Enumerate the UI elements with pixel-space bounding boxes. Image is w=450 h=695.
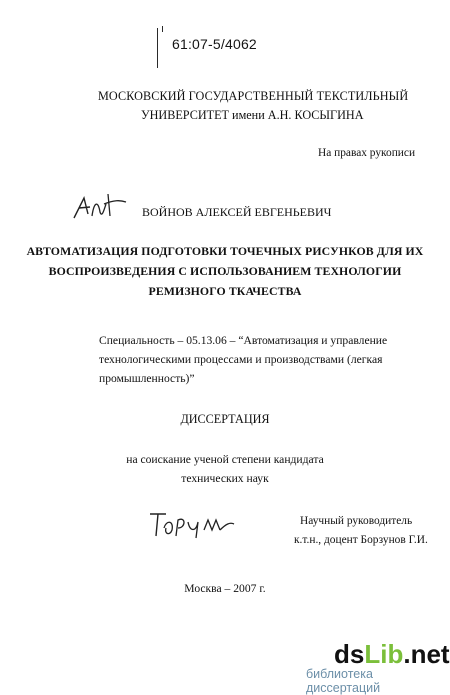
dslib-logo[interactable]: dsLib.net (334, 639, 450, 669)
university-line-1: МОСКОВСКИЙ ГОСУДАРСТВЕННЫЙ ТЕКСТИЛЬНЫЙ (98, 89, 409, 103)
title-line-3: РЕМИЗНОГО ТКАЧЕСТВА (148, 284, 302, 298)
supervisor-name: к.т.н., доцент Борзунов Г.И. (294, 534, 428, 546)
supervisor-signature (146, 506, 236, 542)
supervisor-title: Научный руководитель (300, 515, 413, 527)
specialty-line-3: промышленность)” (99, 372, 195, 385)
dslib-subtitle: библиотека диссертаций (306, 667, 381, 695)
stamp-line (157, 28, 158, 68)
degree-line-2: технических наук (181, 472, 269, 485)
title-line-1: АВТОМАТИЗАЦИЯ ПОДГОТОВКИ ТОЧЕЧНЫХ РИСУНКОВ ДЛЯ ИХ (26, 244, 424, 258)
author-name: ВОЙНОВ АЛЕКСЕЙ ЕВГЕНЬЕВИЧ (142, 205, 332, 219)
document-type: ДИССЕРТАЦИЯ (180, 412, 270, 426)
place-year: Москва – 2007 г. (184, 582, 266, 595)
stamp-tick (162, 26, 163, 32)
specialty-line-1: Специальность – 05.13.06 – “Автоматизация и управление (99, 334, 388, 347)
author-signature (70, 188, 130, 224)
university-line-2: УНИВЕРСИТЕТ имени А.Н. КОСЫГИНА (141, 108, 364, 122)
degree-line-1: на соискание ученой степени кандидата (126, 453, 324, 466)
title-line-2: ВОСПРОИЗВЕДЕНИЯ С ИСПОЛЬЗОВАНИЕМ ТЕХНОЛОГИИ (48, 264, 402, 278)
specialty-line-2: технологическими процессами и производствами (легкая (99, 353, 383, 366)
catalog-number: 61:07-5/4062 (172, 36, 257, 52)
rights-note: На правах рукописи (318, 147, 416, 159)
